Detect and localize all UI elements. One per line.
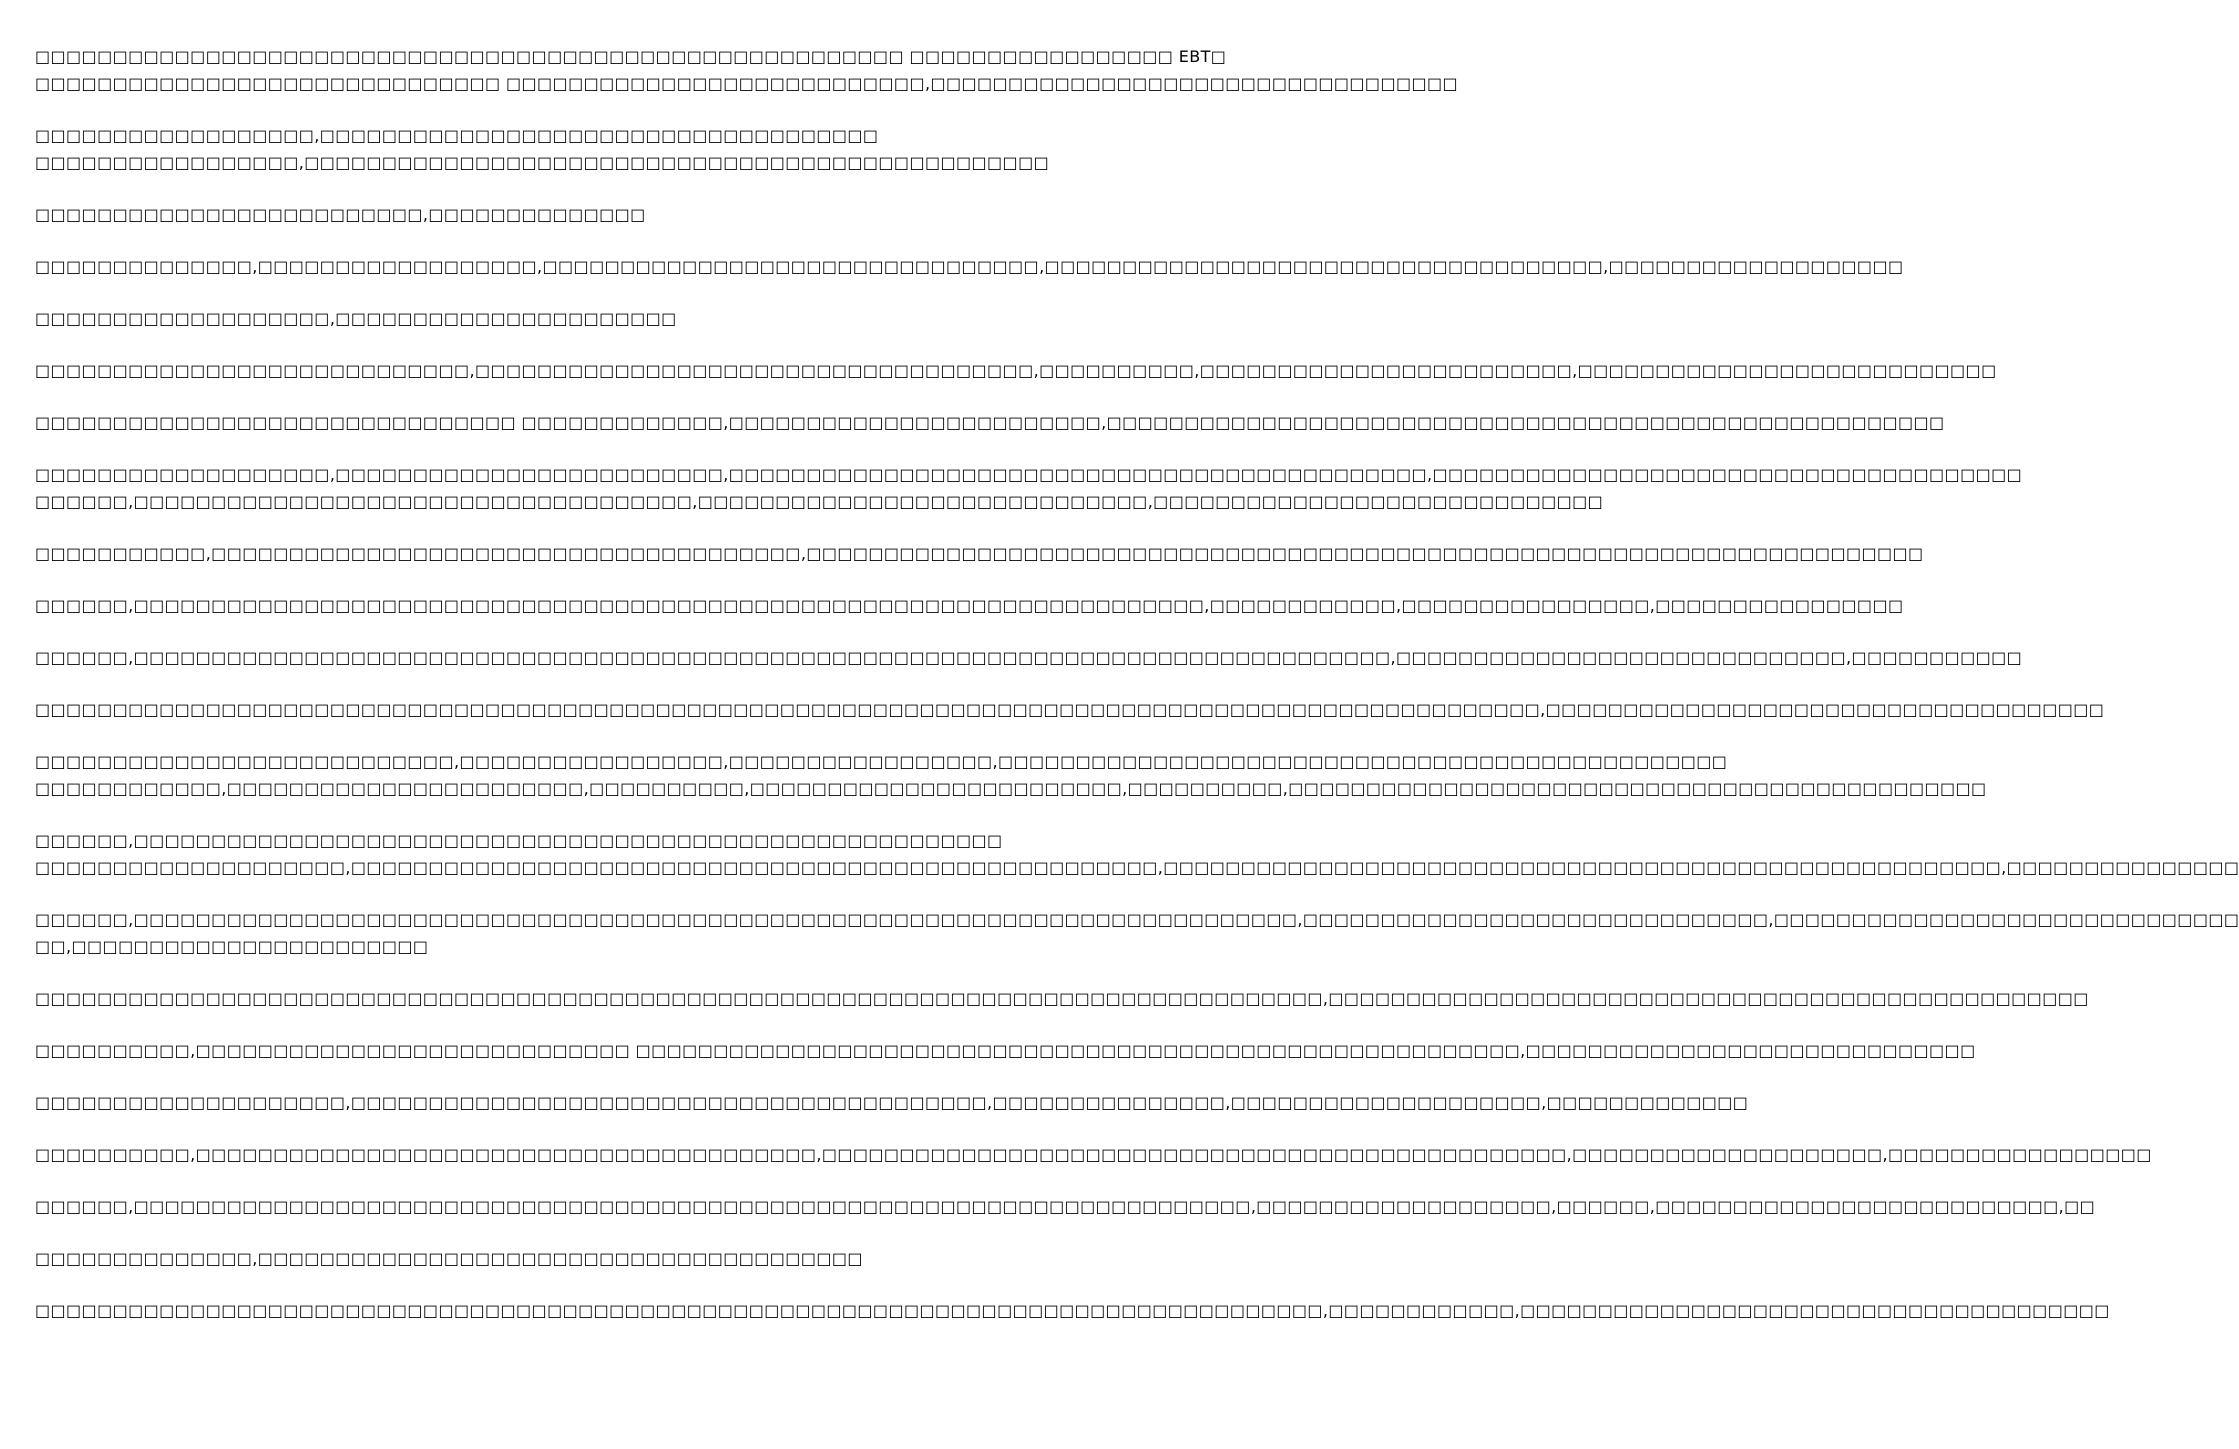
paragraph bbox=[35, 540, 1924, 567]
text-line: □□□□□□□□□□□□□□□□□□□□□□□□□□□,□□□□□□□□□□□□□□□□□,□□□□□□□□□□□□□□□□□,□□□□□□□□□□□□□□□□□□□□□□□□□□□□□□□□□□□□□□□□□□□□□□□ bbox=[35, 752, 1728, 771]
text-line: □□□□□□□□□□,□□□□□□□□□□□□□□□□□□□□□□□□□□□□ □□□□□□□□□□□□□□□□□□□□□□□□□□□□□□□□□□□□□□□□□□□□□□□□□□□□□□□□□,□□□□□□□□□□□□□□□□□□□□□□□□□□□□□ bbox=[35, 1041, 1976, 1060]
text-line: □□□□□□,□□□□□□□□□□□□□□□□□□□□□□□□□□□□□□□□□□□□,□□□□□□□□□□□□□□□□□□□□□□□□□□□□□,□□□□□□□□□□□□□□□□□□□□□□□□□□□□□ bbox=[35, 492, 1604, 511]
paragraph bbox=[35, 1141, 2152, 1168]
text-line: □□□□□□□□□□□□□□□□□□,□□□□□□□□□□□□□□□□□□□□□□□□□□□□□□□□□□□□ bbox=[35, 126, 879, 145]
text-line: □□□□□□,□□□□□□□□□□□□□□□□□□□□□□□□□□□□□□□□□□□□□□□□□□□□□□□□□□□□□□□□ bbox=[35, 831, 1003, 850]
document-body bbox=[35, 43, 2239, 1349]
paragraph bbox=[35, 1297, 2110, 1324]
paragraph bbox=[35, 1193, 2096, 1220]
paragraph bbox=[35, 1245, 990, 1272]
text-line: □□□□□□,□□□□□□□□□□□□□□□□□□□□□□□□□□□□□□□□□□□□□□□□□□□□□□□□□□□□□□□□□□□□□□□□□□□□□□□□□□□,□□□□□□□□□□□□□□□□□□□□□□□□□□□□□□,□□□□□□□□□□□□□□□□□□□□□□□□□□□□□□ bbox=[35, 910, 2239, 929]
text-line: □□□□□□□□□□□,□□□□□□□□□□□□□□□□□□□□□□□□□□□□□□□□□□□□□□,□□□□□□□□□□□□□□□□□□□□□□□□□□□□□□□□□□□□□□□□□□□□□□□□□□□□□□□□□□□□□□□□□□□□□□□□ bbox=[35, 544, 1924, 563]
text-line: □□□□□□□□□□□□□□□□□□□□□□□□□□□□□□ □□□□□□□□□□□□□□□□□□□□□□□□□□□,□□□□□□□□□□□□□□□□□□□□□□□□□□□□□□□□□□ bbox=[35, 74, 1459, 93]
text-line: □□□□□□□□□□□□□□□□□,□□□□□□□□□□□□□□□□□□□□□□□□□□□□□□□□□□□□□□□□□□□□□□□□ bbox=[35, 153, 1050, 172]
text-line: □□□□□□□□□□□□□□□□□□□□□□□□□□□□,□□□□□□□□□□□□□□□□□□□□□□□□□□□□□□□□□□□□,□□□□□□□□□□,□□□□□□□□□□□□□□□□□□□□□□□□,□□□□□□□□□□□□□□□□□□□□□□□□□□□ bbox=[35, 361, 1997, 380]
paragraph bbox=[35, 696, 2105, 723]
paragraph bbox=[35, 305, 990, 332]
paragraph bbox=[35, 748, 1987, 802]
paragraph bbox=[35, 201, 990, 228]
paragraph bbox=[35, 357, 1997, 384]
text-line: □□□□□□,□□□□□□□□□□□□□□□□□□□□□□□□□□□□□□□□□□□□□□□□□□□□□□□□□□□□□□□□□□□□□□□□□□□□□,□□□□□□□□□□□□,□□□□□□□□□□□□□□□□,□□□□□□□□□□□□□□□□ bbox=[35, 596, 1904, 615]
paragraph bbox=[35, 1037, 1976, 1064]
paragraph bbox=[35, 985, 2089, 1012]
paragraph bbox=[35, 827, 2239, 881]
paragraph bbox=[35, 253, 1904, 280]
text-line: □□□□□□□□□□□□□□,□□□□□□□□□□□□□□□□□□□□□□□□□□□□□□□□□□□□□□□ bbox=[35, 1249, 863, 1268]
paragraph bbox=[35, 43, 1459, 97]
text-line: □□□□□□□□□□□□□□□□□□□□,□□□□□□□□□□□□□□□□□□□□□□□□□□□□□□□□□□□□□□□□□,□□□□□□□□□□□□□□□,□□□□□□□□□□□□□□□□□□□□,□□□□□□□□□□□□□ bbox=[35, 1093, 1749, 1112]
text-line: □□□□□□,□□□□□□□□□□□□□□□□□□□□□□□□□□□□□□□□□□□□□□□□□□□□□□□□□□□□□□□□□□□□□□□□□□□□□□□□,□□□□□□□□□□□□□□□□□□□,□□□□□□,□□□□□□□□□□□□□□□□□□□□□□□□□□,□□ bbox=[35, 1197, 2096, 1216]
text-line: □□□□□□□□□□□□□□□□□□□□,□□□□□□□□□□□□□□□□□□□□□□□□□□□□□□□□□□□□□□□□□□□□□□□□□□□□,□□□□□□□□□□□□□□□□□□□□□□□□□□□□□□□□□□□□□□□□□□□□□□□□□□□□□□,□□□□□□□□□□□□□□□ bbox=[35, 858, 2239, 877]
text-line: □□,□□□□□□□□□□□□□□□□□□□□□□□ bbox=[35, 937, 429, 956]
text-line: □□□□□□,□□□□□□□□□□□□□□□□□□□□□□□□□□□□□□□□□□□□□□□□□□□□□□□□□□□□□□□□□□□□□□□□□□□□□□□□□□□□□□□□□,□□□□□□□□□□□□□□□□□□□□□□□□□□□□□,□□□□□□□□□□□ bbox=[35, 648, 2023, 667]
paragraph bbox=[35, 461, 2023, 515]
paragraph bbox=[35, 592, 1904, 619]
paragraph bbox=[35, 644, 2023, 671]
text-line: □□□□□□□□□□□□□□□□□□□□□□□□□□□□□□□□□□□□□□□□□□□□□□□□□□□□□□□□□□□□□□□□□□□□□□□□□□□□□□□□□□□,□□□□□□□□□□□□,□□□□□□□□□□□□□□□□□□□□□□□□□□□□□□□□□□□□□□ bbox=[35, 1301, 2110, 1320]
paragraph bbox=[35, 122, 1050, 176]
text-line: □□□□□□□□□□□□□□□□□□□,□□□□□□□□□□□□□□□□□□□□□□ bbox=[35, 309, 677, 328]
text-line: □□□□□□□□□□□□□□□□□□□□□□□□□□□□□□□□□□□□□□□□□□□□□□□□□□□□□□□□□□□□□□□□□□□□□□□□□□□□□□□□□□□□□□□□□□□□□□□□□,□□□□□□□□□□□□□□□□□□□□□□□□□□□□□□□□□□□□ bbox=[35, 700, 2105, 719]
text-line: □□□□□□□□□□□□□□□□□□□□□□□□□□□□□□□□□□□□□□□□□□□□□□□□□□□□□□□□□□□□□□□□□□□□□□□□□□□□□□□□□□□,□□□□□□□□□□□□□□□□□□□□□□□□□□□□□□□□□□□□□□□□□□□□□□□□□ bbox=[35, 989, 2089, 1008]
text-line: □□□□□□□□□□□□□□□□□□□□□□□□□,□□□□□□□□□□□□□□ bbox=[35, 205, 646, 224]
text-line: □□□□□□□□□□□□□□□□□□□□□□□□□□□□□□□ □□□□□□□□□□□□□,□□□□□□□□□□□□□□□□□□□□□□□□,□□□□□□□□□□□□□□□□□□□□□□□□□□□□□□□□□□□□□□□□□□□□□□□□□□□□□□ bbox=[35, 413, 1945, 432]
paragraph bbox=[35, 1089, 1749, 1116]
text-line: □□□□□□□□□□□□,□□□□□□□□□□□□□□□□□□□□□□□,□□□□□□□□□□,□□□□□□□□□□□□□□□□□□□□□□□□,□□□□□□□□□□,□□□□□□□□□□□□□□□□□□□□□□□□□□□□□□□□□□□□□□□□□□□□□ bbox=[35, 779, 1987, 798]
text-line: □□□□□□□□□□,□□□□□□□□□□□□□□□□□□□□□□□□□□□□□□□□□□□□□□□□,□□□□□□□□□□□□□□□□□□□□□□□□□□□□□□□□□□□□□□□□□□□□□□□□,□□□□□□□□□□□□□□□□□□□□,□□□□□□□□□□□□□□□□□ bbox=[35, 1145, 2152, 1164]
text-line: □□□□□□□□□□□□□□□□□□□□□□□□□□□□□□□□□□□□□□□□□□□□□□□□□□□□□□□□ □□□□□□□□□□□□□□□□□ EBT□ bbox=[35, 47, 1227, 66]
paragraph bbox=[35, 409, 1945, 436]
text-line: □□□□□□□□□□□□□□□□□□□,□□□□□□□□□□□□□□□□□□□□□□□□□,□□□□□□□□□□□□□□□□□□□□□□□□□□□□□□□□□□□□□□□□□□□□□,□□□□□□□□□□□□□□□□□□□□□□□□□□□□□□□□□□□□□□ bbox=[35, 465, 2023, 484]
text-line: □□□□□□□□□□□□□□,□□□□□□□□□□□□□□□□□□,□□□□□□□□□□□□□□□□□□□□□□□□□□□□□□□□,□□□□□□□□□□□□□□□□□□□□□□□□□□□□□□□□□□□□,□□□□□□□□□□□□□□□□□□□ bbox=[35, 257, 1904, 276]
paragraph bbox=[35, 906, 2239, 960]
